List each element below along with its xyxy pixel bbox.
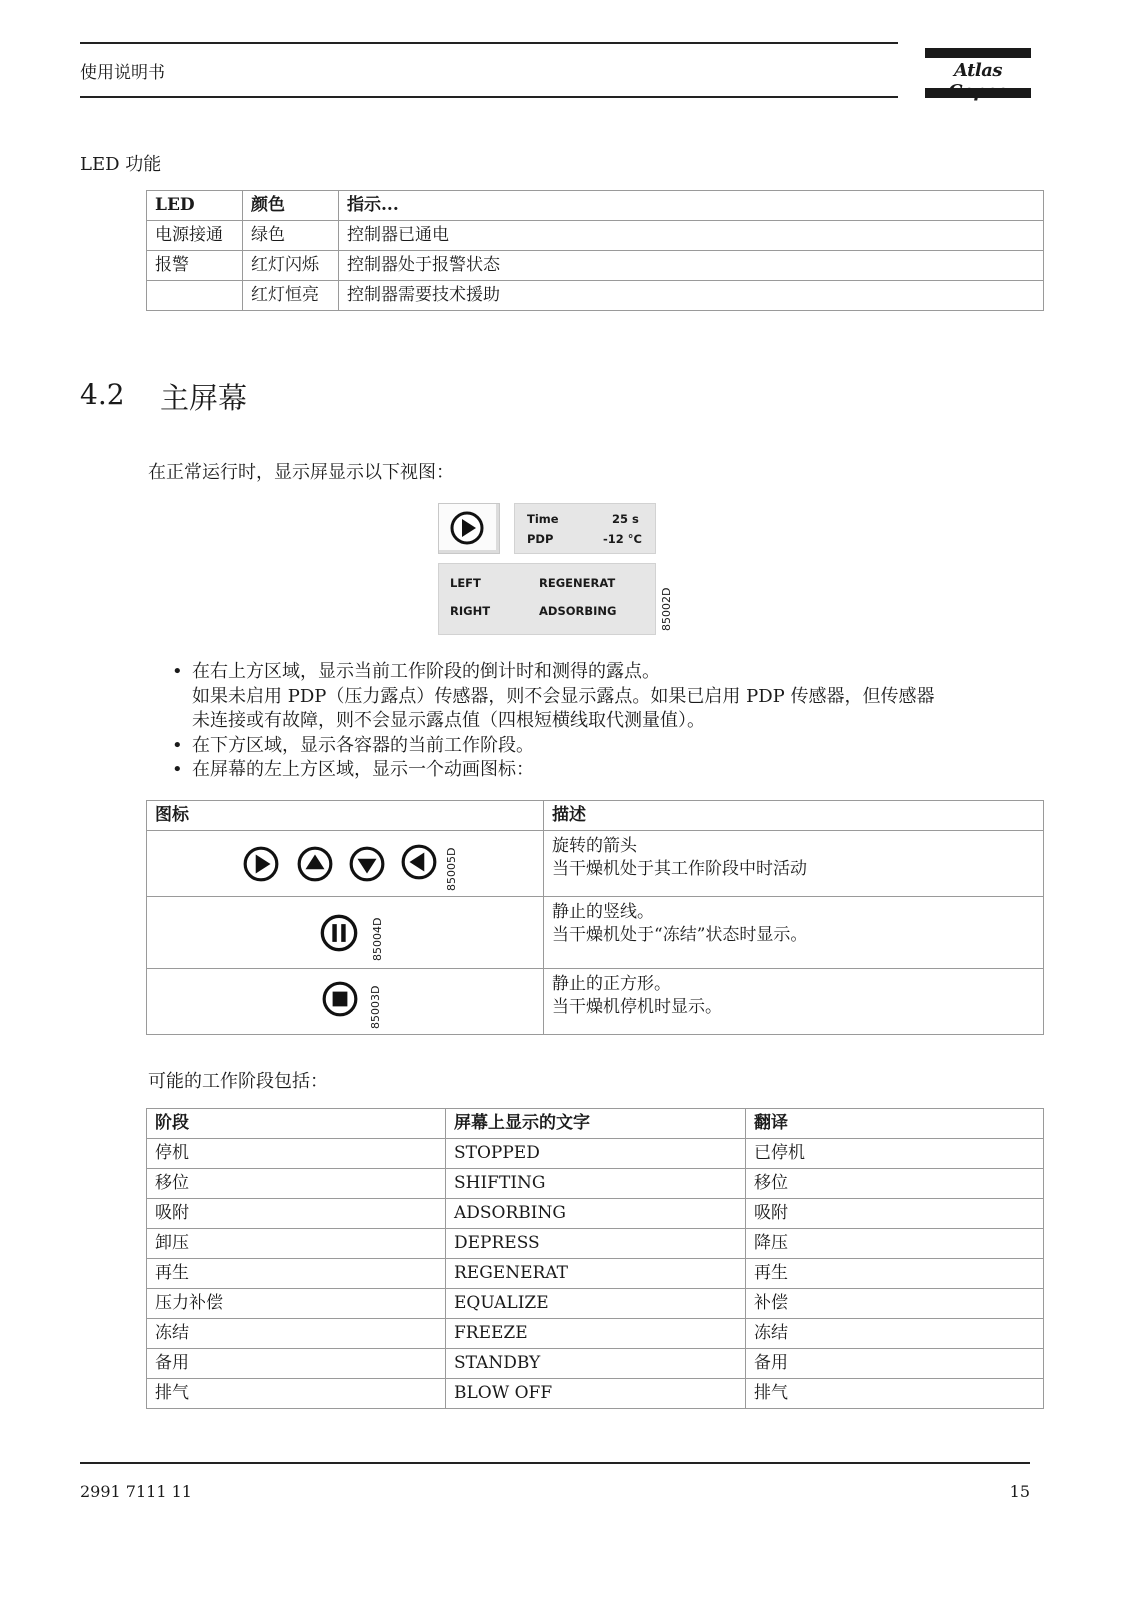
table-cell: 移位 (147, 1169, 446, 1199)
intro-text: 在正常运行时，显示屏显示以下视图： (148, 462, 454, 483)
play-arrow-icon (449, 510, 485, 546)
table-cell: 控制器需要技术援助 (339, 281, 1044, 311)
column-header: 指示... (339, 191, 1044, 221)
table-cell (147, 281, 243, 311)
list-item: • 在右上方区域，显示当前工作阶段的倒计时和测得的露点。 (172, 661, 660, 682)
header-bottom-rule (80, 96, 898, 98)
section-title: 主屏幕 (160, 381, 248, 415)
table-cell: 红灯闪烁 (243, 251, 339, 281)
description-line: 静止的正方形。 (552, 974, 671, 994)
phase-table-header (147, 1109, 1044, 1139)
right-phase: ADSORBING (539, 604, 617, 618)
description-line: 静止的竖线。 (552, 902, 654, 922)
icon-table (146, 800, 1044, 1035)
table-cell: 吸附 (147, 1199, 446, 1229)
table-row (147, 1259, 1044, 1289)
logo-text: Atlas (953, 60, 1003, 81)
table-row (147, 831, 1044, 897)
table-cell: 电源接通 (147, 221, 243, 251)
description-cell (544, 969, 1044, 1035)
arrow-down-icon (348, 845, 386, 883)
stop-square-icon (321, 980, 359, 1018)
main-screen-illustration (438, 503, 673, 635)
table-row (147, 897, 1044, 969)
table-cell: 再生 (147, 1259, 446, 1289)
phase-table (146, 1108, 1044, 1409)
table-cell: EQUALIZE (446, 1289, 746, 1319)
table-cell: 备用 (746, 1349, 1044, 1379)
table-cell: 停机 (147, 1139, 446, 1169)
column-header: 描述 (544, 801, 1044, 831)
table-cell: SHIFTING (446, 1169, 746, 1199)
led-table-header (147, 191, 1044, 221)
table-cell: ADSORBING (446, 1199, 746, 1229)
description-cell (544, 897, 1044, 969)
column-header: 屏幕上显示的文字 (446, 1109, 746, 1139)
table-row (147, 1199, 1044, 1229)
vessel-phase-area (438, 563, 656, 635)
left-label: LEFT (450, 576, 481, 590)
table-cell: 移位 (746, 1169, 1044, 1199)
table-row (147, 1379, 1044, 1409)
table-row (147, 1169, 1044, 1199)
bullet-text: 在下方区域，显示各容器的当前工作阶段。 (192, 734, 534, 756)
table-cell: STANDBY (446, 1349, 746, 1379)
table-cell: FREEZE (446, 1319, 746, 1349)
table-cell: 红灯恒亮 (243, 281, 339, 311)
table-cell: 控制器处于报警状态 (339, 251, 1044, 281)
header-top-rule (80, 42, 898, 44)
table-cell: 再生 (746, 1259, 1044, 1289)
table-cell: 控制器已通电 (339, 221, 1044, 251)
table-cell: REGENERAT (446, 1259, 746, 1289)
column-header: 翻译 (746, 1109, 1044, 1139)
column-header: 颜色 (243, 191, 339, 221)
atlas-copco-logo (925, 48, 1031, 98)
arrow-up-icon (296, 845, 334, 883)
list-item: • 在屏幕的左上方区域，显示一个动画图标： (172, 759, 534, 780)
header-title: 使用说明书 (80, 63, 165, 83)
section-number: 4.2 (80, 378, 125, 411)
table-cell: STOPPED (446, 1139, 746, 1169)
led-table (146, 190, 1044, 311)
right-label: RIGHT (450, 604, 491, 618)
description-line: 旋转的箭头 (552, 836, 637, 856)
column-header: 图标 (147, 801, 544, 831)
figure-code: 85004D (371, 917, 384, 961)
table-cell: 排气 (746, 1379, 1044, 1409)
animated-icon-area (438, 503, 500, 554)
description-line: 当干燥机处于其工作阶段中时活动 (552, 859, 807, 879)
icon-table-header (147, 801, 1044, 831)
figure-code: 85005D (445, 847, 458, 891)
table-row (147, 969, 1044, 1035)
table-row (147, 1289, 1044, 1319)
description-line: 当干燥机停机时显示。 (552, 997, 722, 1017)
page-number: 15 (1009, 1482, 1030, 1501)
table-cell: 报警 (147, 251, 243, 281)
bullet-list (172, 660, 934, 783)
table-cell: 压力补偿 (147, 1289, 446, 1319)
table-row (147, 281, 1044, 311)
table-row (147, 1229, 1044, 1259)
pdp-label: PDP (527, 532, 554, 546)
column-header: 阶段 (147, 1109, 446, 1139)
table-row (147, 251, 1044, 281)
table-cell: 吸附 (746, 1199, 1044, 1229)
bullet-continuation: 如果未启用 PDP（压力露点）传感器，则不会显示露点。如果已启用 PDP 传感器，但传感器 (192, 685, 935, 707)
countdown-dewpoint-area (514, 503, 656, 554)
list-item: • 在下方区域，显示各容器的当前工作阶段。 (172, 734, 534, 756)
table-cell: 已停机 (746, 1139, 1044, 1169)
time-label: Time (527, 512, 559, 526)
pause-icon (319, 913, 359, 953)
bullet-text: 在屏幕的左上方区域，显示一个动画图标： (192, 759, 534, 780)
table-cell: 卸压 (147, 1229, 446, 1259)
bullet-text: 在右上方区域，显示当前工作阶段的倒计时和测得的露点。 (192, 661, 660, 682)
possible-phases-text: 可能的工作阶段包括： (148, 1071, 328, 1092)
icon-cell (147, 969, 544, 1035)
table-row (147, 1349, 1044, 1379)
arrow-right-icon (242, 845, 280, 883)
bullet-continuation: 未连接或有故障，则不会显示露点值（四根短横线取代测量值）。 (192, 710, 705, 731)
icon-cell (147, 831, 544, 897)
description-cell (544, 831, 1044, 897)
table-cell: 降压 (746, 1229, 1044, 1259)
icon-cell (147, 897, 544, 969)
table-row (147, 1319, 1044, 1349)
footer-rule (80, 1462, 1030, 1464)
table-cell: 绿色 (243, 221, 339, 251)
left-phase: REGENERAT (539, 576, 616, 590)
table-cell: 冻结 (147, 1319, 446, 1349)
pdp-value: -12 °C (603, 532, 642, 546)
table-cell: BLOW OFF (446, 1379, 746, 1409)
table-cell: 排气 (147, 1379, 446, 1409)
table-row (147, 221, 1044, 251)
table-cell: 补偿 (746, 1289, 1044, 1319)
table-cell: DEPRESS (446, 1229, 746, 1259)
table-cell: 冻结 (746, 1319, 1044, 1349)
column-header: LED (147, 191, 243, 221)
arrow-left-icon (400, 843, 438, 881)
description-line: 当干燥机处于“冻结”状态时显示。 (552, 925, 808, 945)
figure-code: 85003D (369, 985, 382, 1029)
document-number: 2991 7111 11 (80, 1482, 192, 1501)
led-heading: LED 功能 (80, 154, 162, 175)
table-row (147, 1139, 1044, 1169)
table-cell: 备用 (147, 1349, 446, 1379)
time-value: 25 s (612, 512, 639, 526)
figure-code: 85002D (660, 587, 673, 631)
